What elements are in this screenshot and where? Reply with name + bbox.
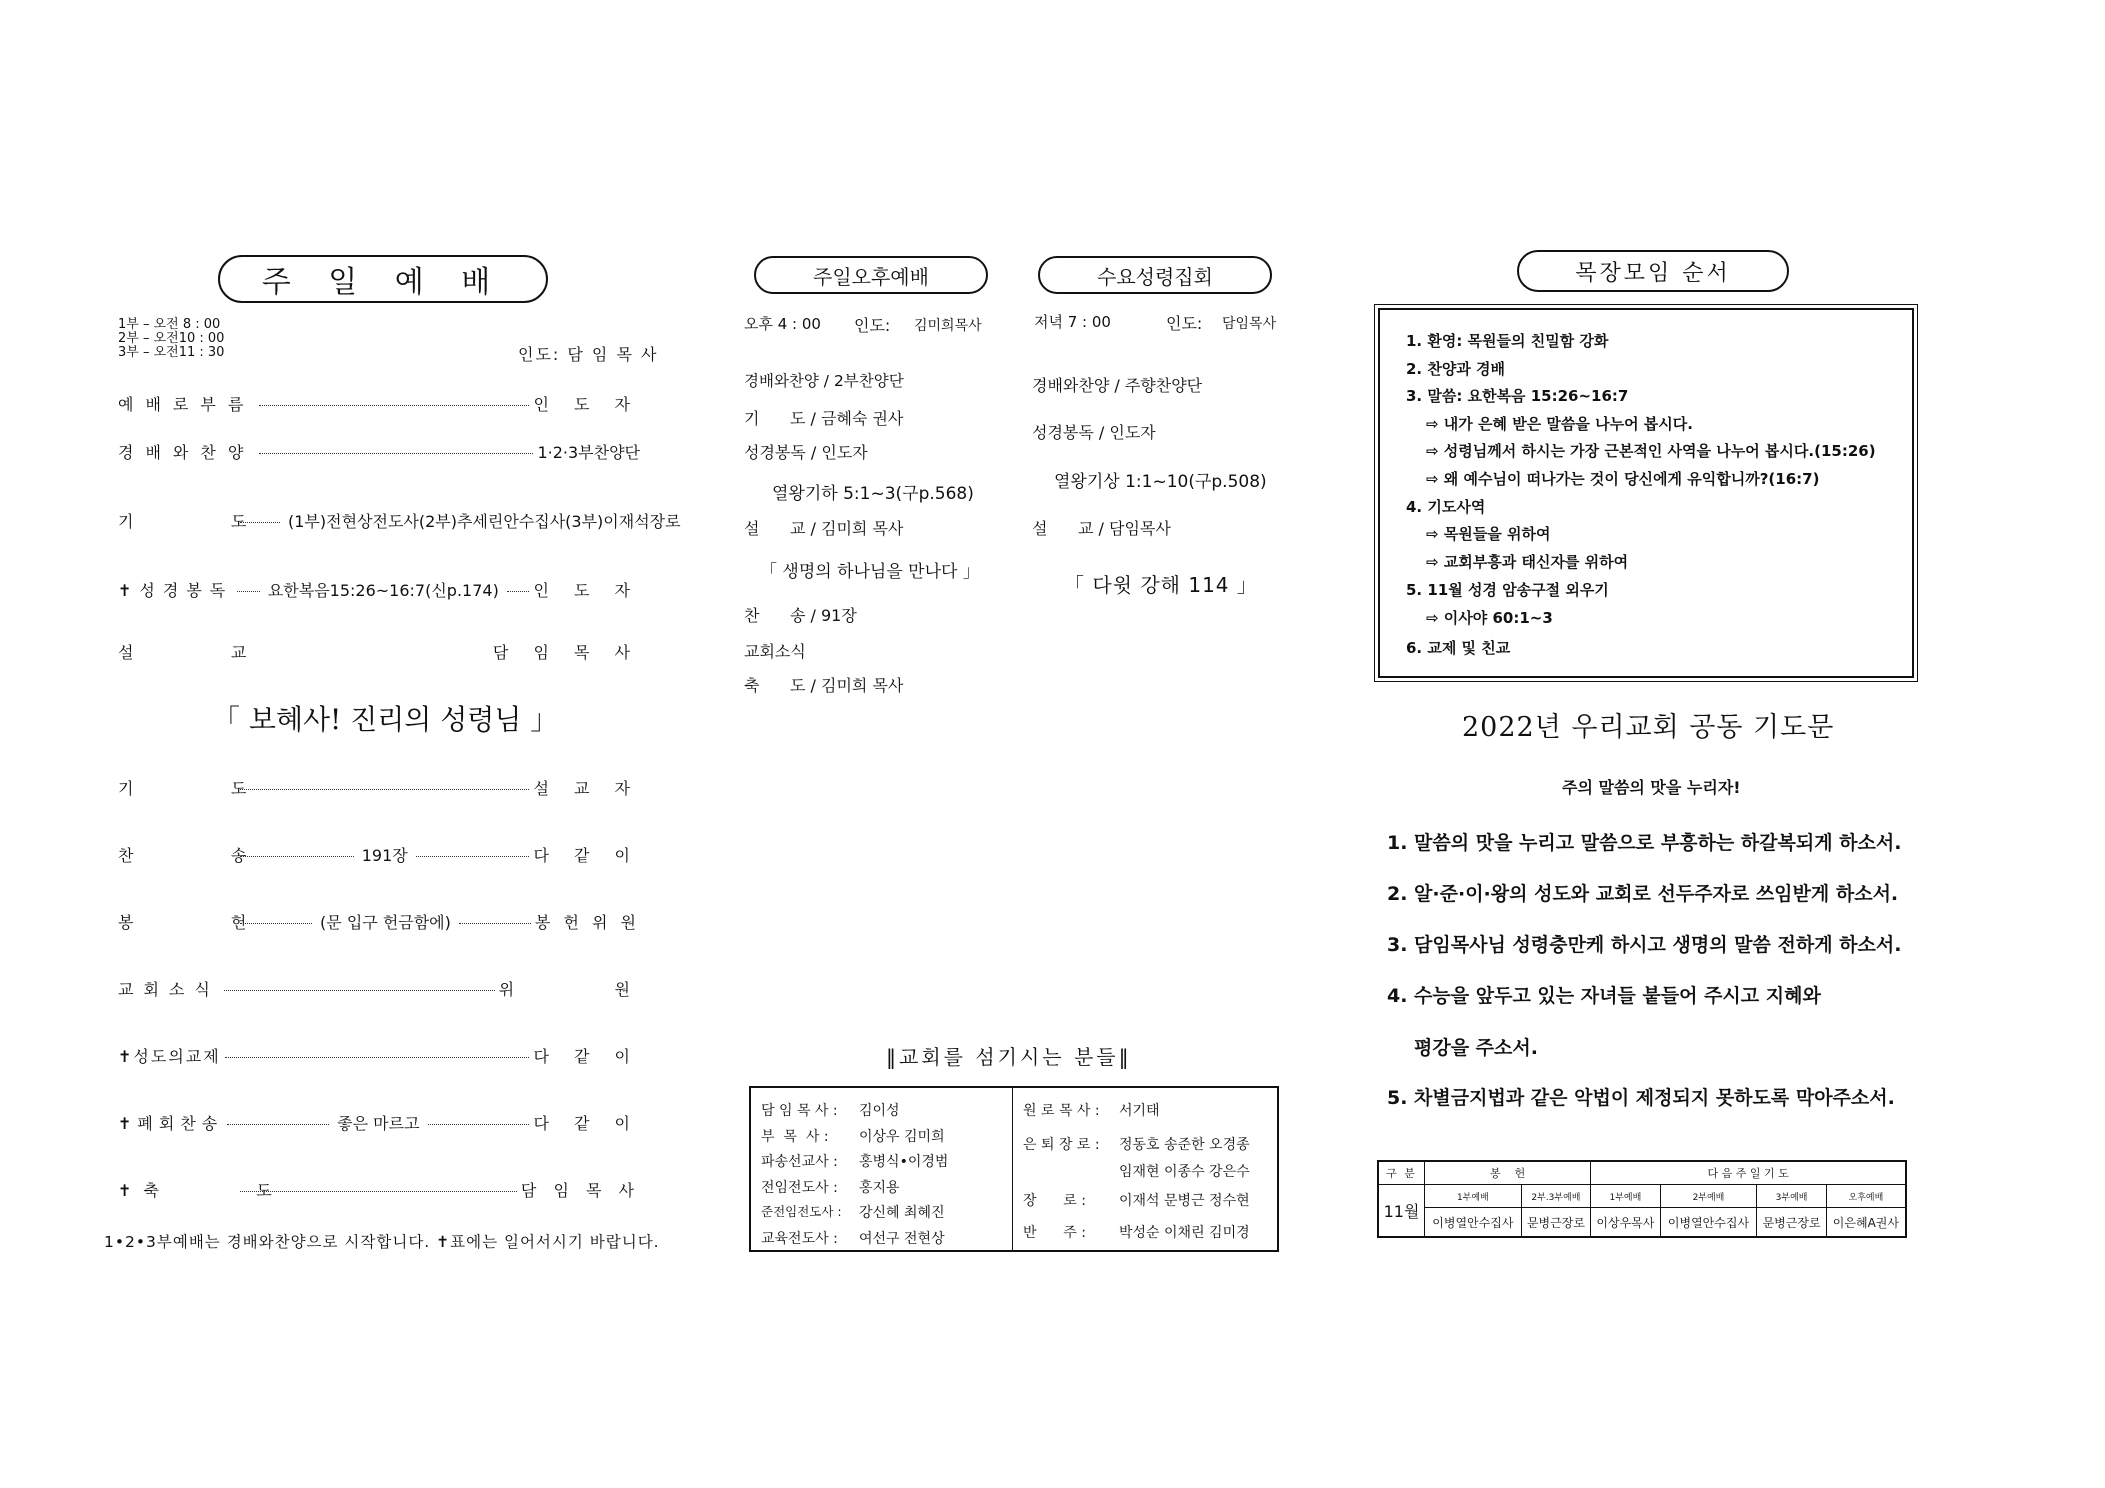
wednesday-line: 성경봉독 / 인도자 bbox=[1032, 423, 1156, 442]
staff-names: 강신혜 최혜진 bbox=[859, 1205, 945, 1221]
cell-item: 3. 말씀: 요한복음 15:26~16:7 bbox=[1406, 387, 1629, 405]
afternoon-title: 주일오후예배 bbox=[754, 256, 988, 294]
prayer-item: 평강을 주소서. bbox=[1414, 1037, 1538, 1059]
wednesday-sermon-title: 「 다윗 강해 114 」 bbox=[1064, 573, 1258, 597]
header-gubun: 구 분 bbox=[1378, 1161, 1425, 1185]
order-row: 봉 헌 (문 입구 헌금함에) 봉 헌 위 원 bbox=[118, 913, 641, 932]
staff-role: 부 목 사 : bbox=[761, 1129, 829, 1145]
afternoon-line: 경배와찬양 / 2부찬양단 bbox=[744, 372, 904, 390]
afternoon-line: 성경봉독 / 인도자 bbox=[744, 443, 868, 462]
cell-item: ⇨ 목원들을 위하여 bbox=[1426, 525, 1551, 543]
order-row: ✝폐회찬송 좋은 마르고 다 같 이 bbox=[118, 1114, 640, 1133]
cell-item: 2. 찬양과 경배 bbox=[1406, 360, 1506, 378]
afternoon-line: 찬 송 / 91장 bbox=[744, 606, 857, 625]
wednesday-time: 저녁 7 : 00 bbox=[1034, 313, 1111, 331]
cell-item: ⇨ 왜 예수님이 떠나가는 것이 당신에게 유익합니까?(16:7) bbox=[1426, 470, 1820, 488]
afternoon-line: 설 교 / 김미희 목사 bbox=[744, 519, 904, 538]
staff-names: 이상우 김미희 bbox=[859, 1129, 945, 1145]
cell-item: 1. 환영: 목원들의 친밀함 강화 bbox=[1406, 332, 1609, 350]
header-next-prayer: 다 음 주 일 기 도 bbox=[1591, 1161, 1906, 1185]
order-row: 설 교 담 임 목 사 bbox=[118, 643, 640, 662]
afternoon-time: 오후 4 : 00 bbox=[744, 315, 821, 333]
cell-title: 목장모임 순서 bbox=[1517, 250, 1789, 292]
afternoon-line: 기 도 / 금혜숙 권사 bbox=[744, 409, 904, 428]
wednesday-leader: 담임목사 bbox=[1222, 316, 1277, 332]
prayer-item: 2. 알·준·이·왕의 성도와 교회로 선두주자로 쓰임받게 하소서. bbox=[1387, 883, 1899, 905]
wednesday-leader-label: 인도: bbox=[1166, 314, 1203, 333]
staff-names: 임재현 이종수 강은수 bbox=[1119, 1164, 1250, 1180]
sub-header: 3부예배 bbox=[1757, 1185, 1826, 1208]
staff-role: 전임전도사 : bbox=[761, 1180, 838, 1196]
wednesday-title: 수요성령집회 bbox=[1038, 256, 1272, 294]
wednesday-line: 경배와찬양 / 주향찬양단 bbox=[1032, 376, 1203, 395]
staff-names: 여선구 전현상 bbox=[859, 1231, 945, 1247]
name-cell: 문병근장로 bbox=[1521, 1208, 1590, 1238]
order-row: 기 도 (1부)전현상전도사(2부)추세린안수집사(3부)이재석장로 bbox=[118, 512, 681, 531]
prayer-subtitle: 주의 말씀의 맛을 누리자! bbox=[1562, 778, 1741, 797]
name-cell: 이병열안수집사 bbox=[1425, 1208, 1522, 1238]
order-row: ✝축 도 담 임 목 사 bbox=[118, 1181, 640, 1200]
afternoon-leader-label: 인도: bbox=[854, 316, 891, 335]
staff-names: 홍병식•이경범 bbox=[859, 1154, 949, 1170]
staff-role: 원 로 목 사 : bbox=[1023, 1103, 1100, 1119]
staff-role: 교육전도사 : bbox=[761, 1231, 838, 1247]
afternoon-line: 교회소식 bbox=[744, 642, 806, 661]
time-1: 1부 – 오전 8 : 00 bbox=[118, 317, 221, 332]
cell-item: 4. 기도사역 bbox=[1406, 498, 1486, 516]
order-row: 예배로부름 인 도 자 bbox=[118, 395, 640, 414]
name-cell: 문병근장로 bbox=[1757, 1208, 1826, 1238]
staff-names: 이재석 문병근 정수현 bbox=[1119, 1193, 1250, 1209]
staff-title: ‖교회를 섬기시는 분들‖ bbox=[886, 1045, 1132, 1069]
time-2: 2부 – 오전10 : 00 bbox=[118, 331, 225, 346]
staff-role: 은 퇴 장 로 : bbox=[1023, 1137, 1100, 1153]
name-cell: 이상우목사 bbox=[1591, 1208, 1660, 1238]
order-row: 교회소식 위 원 bbox=[118, 980, 640, 999]
prayer-item: 5. 차별금지법과 같은 악법이 제정되지 못하도록 막아주소서. bbox=[1387, 1087, 1895, 1109]
staff-names: 정동호 송준한 오경종 bbox=[1119, 1137, 1250, 1153]
prayer-item: 4. 수능을 앞두고 있는 자녀들 붙들어 주시고 지혜와 bbox=[1387, 985, 1821, 1007]
order-row: ✝성도의교제 다 같 이 bbox=[118, 1047, 640, 1066]
cell-item: ⇨ 성령님께서 하시는 가장 근본적인 사역을 나누어 봅시다.(15:26) bbox=[1426, 442, 1876, 460]
sermon-title: 「 보혜사! 진리의 성령님 」 bbox=[212, 703, 559, 736]
staff-role: 담 임 목 사 : bbox=[761, 1103, 838, 1119]
staff-names: 홍지용 bbox=[859, 1180, 900, 1196]
sub-header: 2부예배 bbox=[1660, 1185, 1757, 1208]
staff-names: 박성순 이채린 김미경 bbox=[1119, 1225, 1250, 1241]
staff-names: 김이성 bbox=[859, 1103, 900, 1119]
order-row: 기 도 설 교 자 bbox=[118, 779, 640, 798]
prayer-title: 2022년 우리교회 공동 기도문 bbox=[1462, 712, 1835, 743]
main-leader: 인도: 담 임 목 사 bbox=[518, 345, 659, 364]
afternoon-leader: 김미희목사 bbox=[914, 318, 982, 334]
cell-order-box bbox=[1378, 308, 1914, 678]
order-row: 찬 송 191장 다 같 이 bbox=[118, 846, 641, 865]
staff-role: 파송선교사 : bbox=[761, 1154, 838, 1170]
order-row: ✝성경봉독 요한복음15:26~16:7(신p.174) 인 도 자 bbox=[118, 581, 640, 600]
cell-item: ⇨ 교회부흥과 태신자를 위하여 bbox=[1426, 553, 1629, 571]
service-times bbox=[118, 318, 224, 360]
afternoon-line: 축 도 / 김미희 목사 bbox=[744, 676, 904, 695]
staff-names: 서기태 bbox=[1119, 1103, 1160, 1119]
prayer-item: 1. 말씀의 맛을 누리고 말씀으로 부흥하는 하갈복되게 하소서. bbox=[1387, 832, 1902, 854]
sub-header: 오후예배 bbox=[1826, 1185, 1906, 1208]
cell-item: 5. 11월 성경 암송구절 외우기 bbox=[1406, 581, 1609, 599]
staff-role: 장 로 : bbox=[1023, 1193, 1086, 1209]
afternoon-line: 열왕기하 5:1~3(구p.568) bbox=[772, 484, 974, 504]
footnote: 1•2•3부예배는 경배와찬양으로 시작합니다. ✝표에는 일어서시기 바랍니다. bbox=[104, 1233, 660, 1251]
staff-role: 준전임전도사 : bbox=[761, 1204, 842, 1219]
wednesday-line: 설 교 / 담임목사 bbox=[1032, 519, 1171, 538]
sub-header: 2부.3부예배 bbox=[1521, 1185, 1590, 1208]
name-cell: 이은혜A권사 bbox=[1826, 1208, 1906, 1238]
name-cell: 이병열안수집사 bbox=[1660, 1208, 1757, 1238]
sub-header: 1부예배 bbox=[1425, 1185, 1522, 1208]
sub-header: 1부예배 bbox=[1591, 1185, 1660, 1208]
wednesday-line: 열왕기상 1:1~10(구p.508) bbox=[1054, 472, 1267, 492]
time-3: 3부 – 오전11 : 30 bbox=[118, 345, 225, 360]
month-cell: 11월 bbox=[1378, 1185, 1425, 1238]
cell-item: ⇨ 내가 은혜 받은 말씀을 나누어 봅시다. bbox=[1426, 415, 1693, 433]
prayer-schedule-table bbox=[1377, 1160, 1907, 1238]
cell-item: ⇨ 이사야 60:1~3 bbox=[1426, 609, 1553, 627]
order-row: 경배와찬양 1·2·3부찬양단 bbox=[118, 443, 640, 462]
main-service-title: 주 일 예 배 bbox=[218, 255, 548, 303]
header-bongheon: 봉 헌 bbox=[1425, 1161, 1591, 1185]
afternoon-sermon-title: 「 생명의 하나님을 만나다 」 bbox=[760, 562, 980, 582]
staff-box bbox=[749, 1086, 1279, 1252]
cell-item: 6. 교제 및 친교 bbox=[1406, 639, 1511, 657]
prayer-item: 3. 담임목사님 성령충만케 하시고 생명의 말씀 전하게 하소서. bbox=[1387, 934, 1902, 956]
staff-role: 반 주 : bbox=[1023, 1225, 1086, 1241]
